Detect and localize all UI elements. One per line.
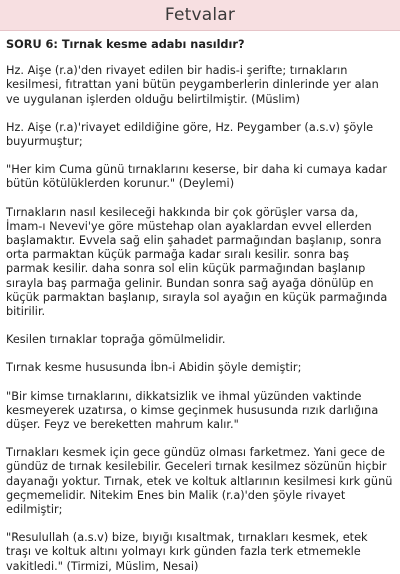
paragraph: Kesilen tırnaklar toprağa gömülmelidir. — [6, 333, 226, 347]
paragraph: "Her kim Cuma günü tırnaklarını keserse, bir daha ki cumaya kadar bütün kötülüklerden korunur." (Deylemi) — [6, 163, 388, 191]
paragraph: Tırnak kesme hususunda İbn-i Abidin şöyle demiştir; — [6, 361, 302, 375]
paragraph: Hz. Aişe (r.a)'den rivayet edilen bir hadis-i şerifte; tırnakların kesilmesi, fıtrattan yani bütün peygamberlerin dinlerinde yer alan ve uygulanan işlerden olduğu belirtilmiştir. (Müslim) — [6, 64, 379, 106]
app-bar — [0, 0, 400, 31]
paragraph: Tırnakların nasıl kesileceği hakkında bir çok görüşler varsa da, İmam-ı Nevevi'ye göre müstehap olan ayaklardan evvel ellerden başlamaktır. Evvela sağ elin şahadet parmağından başlanıp, sonra orta parmaktan küçük parmağa kadar sıralı kesilir. sonra baş parmak kesilir. daha sonra sol elin küçük parmağından başlanıp sırayla baş parmağa gelinir. Bundan sonra sağ ayağa dönülüp en küçük parmaktan başlanıp, sırayla sol ayağın en küçük parmağında bitirilir. — [6, 205, 388, 319]
app-title: Fetvalar — [164, 5, 236, 25]
paragraph: Tırnakları kesmek için gece gündüz olması farketmez. Yani gece de gündüz de tırnak kesilebilir. Geceleri tırnak kesilmez sözünün hiçbir dayanağı yoktur. Tırnak, etek ve koltuk altlarının kesilmesi kırk günü geçmemelidir. Nitekim Enes bin Malik (r.a)'den şöyle rivayet edilmiştir; — [6, 446, 393, 517]
article-content[interactable] — [0, 31, 400, 574]
paragraph: "Bir kimse tırnaklarını, dikkatsizlik ve ihmal yüzünden vaktinde kesmeyerek uzatırsa, o kimse geçinmek hususunda rızık darlığına düşer. Feyz ve bereketten mahrum kalır." — [6, 389, 379, 432]
paragraph: Hz. Aişe (r.a)'rivayet edildiğine göre, Hz. Peygamber (a.s.v) şöyle buyurmuştur; — [6, 120, 374, 149]
paragraph: "Resulullah (a.s.v) bize, bıyığı kısaltmak, tırnakları kesmek, etek traşı ve koltuk altını yolmayı kırk günden fazla terk etmemekle vakitledi." (Tirmizi, Müslim, Nesai) — [6, 531, 368, 573]
question-heading: SORU 6: Tırnak kesme adabı nasıldır? — [6, 38, 245, 51]
